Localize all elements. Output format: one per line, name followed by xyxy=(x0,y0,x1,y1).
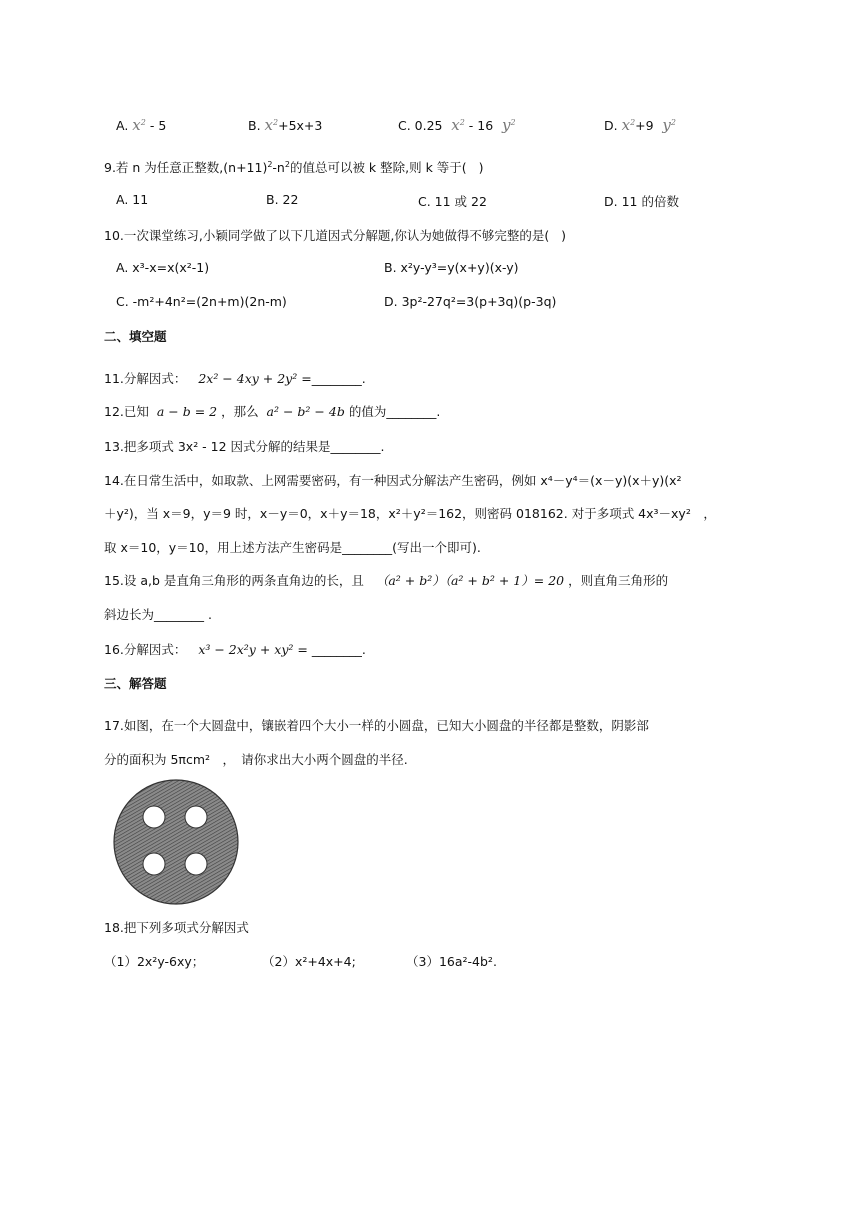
q16-suffix: ________. xyxy=(311,642,366,657)
q10-stem xyxy=(104,226,566,244)
q12-suffix: 的值为________. xyxy=(348,404,441,419)
q14-line-1: 14.在日常生活中，如取款、上网需要密码，有一种因式分解法产生密码，例如 x⁴－y⁴＝(x－y)(x＋y)(x² xyxy=(104,473,682,488)
q11-math: 2x² − 4xy + 2y² xyxy=(198,371,298,386)
q8-option-c xyxy=(398,116,516,134)
q14-line-2: ＋y²)，当 x＝9，y＝9 时，x－y＝0，x＋y＝18，x²＋y²＝162，则密码 018162. 对于多项式 4x³－xy² ， xyxy=(104,506,716,521)
q8-option-c-math1: $x^2$ xyxy=(446,116,465,134)
q17-line-1: 17.如图，在一个大圆盘中，镶嵌着四个大小一样的小圆盘，已知大小圆盘的半径都是整数，阴影部 xyxy=(104,718,649,733)
q15-line-2: 斜边长为________ . xyxy=(104,607,212,622)
section-heading-fill-blank: 二、填空题 xyxy=(104,329,167,344)
q12-mid: ，那么 xyxy=(221,404,259,419)
q14-line-3: 取 x＝10，y＝10，用上述方法产生密码是________(写出一个即可). xyxy=(104,540,481,555)
q12-prefix: 12.已知 xyxy=(104,404,149,419)
q8-option-d-mid: +9 xyxy=(635,118,654,133)
q11-suffix: =________. xyxy=(297,371,366,386)
small-disk-top-left xyxy=(143,806,165,828)
q8-option-b-label: B. xyxy=(248,118,261,133)
q10-option-b: B. x²y-y³=y(x+y)(x-y) xyxy=(384,260,519,275)
q8-option-a-rest: - 5 xyxy=(145,118,167,133)
q11 xyxy=(104,369,366,387)
disk-figure xyxy=(108,776,244,906)
q10-option-a: A. x³-x=x(x²-1) xyxy=(116,260,210,275)
q9-option-b: B. 22 xyxy=(266,192,299,207)
q15-math: （a² + b²）（a² + b² + 1）= 20 xyxy=(375,573,565,588)
q8-option-a-label: A. xyxy=(116,118,129,133)
q9-sup-2: 2 xyxy=(284,160,290,169)
q8-option-c-math2: $y^2$ xyxy=(497,116,516,134)
q18-stem: 18.把下列多项式分解因式 xyxy=(104,920,249,935)
q9-stem-part-d: ) xyxy=(478,160,484,175)
q17-line-2: 分的面积为 5πcm² ， 请你求出大小两个圆盘的半径. xyxy=(104,752,408,767)
q8-option-d-math1: $x^2$ xyxy=(621,116,636,134)
q9-option-a: A. 11 xyxy=(116,192,149,207)
q8-option-c-mid: - 16 xyxy=(464,118,494,133)
q18-part-1: （1）2x²y-6xy； xyxy=(104,954,205,969)
q8-option-a xyxy=(116,116,166,134)
q10-stem-end: ) xyxy=(561,228,567,243)
q9-option-c: C. 11 或 22 xyxy=(418,194,487,209)
q16 xyxy=(104,640,366,658)
q10-stem-text: 10.一次课堂练习,小颖同学做了以下几道因式分解题,你认为她做得不够完整的是( xyxy=(104,228,550,243)
q12 xyxy=(104,402,440,420)
q12-math-1: a − b = 2 xyxy=(156,404,218,419)
q8-option-d xyxy=(604,116,676,134)
q15-prefix: 15.设 a,b 是直角三角形的两条直角边的长，且 xyxy=(104,573,364,588)
q10-option-c: C. -m²+4n²=(2n+m)(2n-m) xyxy=(116,294,287,309)
q9-stem-part-a: 9.若 n 为任意正整数,(n+11) xyxy=(104,160,268,175)
q9-sup-1: 2 xyxy=(267,160,273,169)
q13: 13.把多项式 3x² - 12 因式分解的结果是________. xyxy=(104,439,385,454)
small-disk-bottom-left xyxy=(143,853,165,875)
q18-part-2: （2）x²+4x+4; xyxy=(262,954,356,969)
small-disk-bottom-right xyxy=(185,853,207,875)
q9-stem-part-c: 的值总可以被 k 整除,则 k 等于( xyxy=(289,160,467,175)
q8-option-d-label: D. xyxy=(604,118,618,133)
q8-option-d-math2: $y^2$ xyxy=(657,116,676,134)
q8-option-a-math: $x^2$ xyxy=(132,116,146,134)
small-disk-top-right xyxy=(185,806,207,828)
q8-option-b xyxy=(248,116,322,134)
q9-stem xyxy=(104,158,484,176)
q8-option-c-label: C. 0.25 xyxy=(398,118,443,133)
q8-option-b-rest: +5x+3 xyxy=(278,118,323,133)
q9-stem-part-b: -n xyxy=(272,160,285,175)
q18-part-3: （3）16a²-4b². xyxy=(406,954,497,969)
q9-option-d: D. 11 的倍数 xyxy=(604,194,679,209)
section-heading-solve: 三、解答题 xyxy=(104,676,167,691)
q11-prefix: 11.分解因式： xyxy=(104,371,187,386)
q8-option-b-math: $x^2$ xyxy=(264,116,279,134)
q16-prefix: 16.分解因式： xyxy=(104,642,187,657)
q15-line-1 xyxy=(104,571,668,589)
q12-math-2: a² − b² − 4b xyxy=(266,404,345,419)
q16-math: x³ − 2x²y + xy² = xyxy=(198,642,312,657)
q15-suffix: ，则直角三角形的 xyxy=(568,573,669,588)
large-disk xyxy=(114,780,238,904)
q10-option-d: D. 3p²-27q²=3(p+3q)(p-3q) xyxy=(384,294,557,309)
